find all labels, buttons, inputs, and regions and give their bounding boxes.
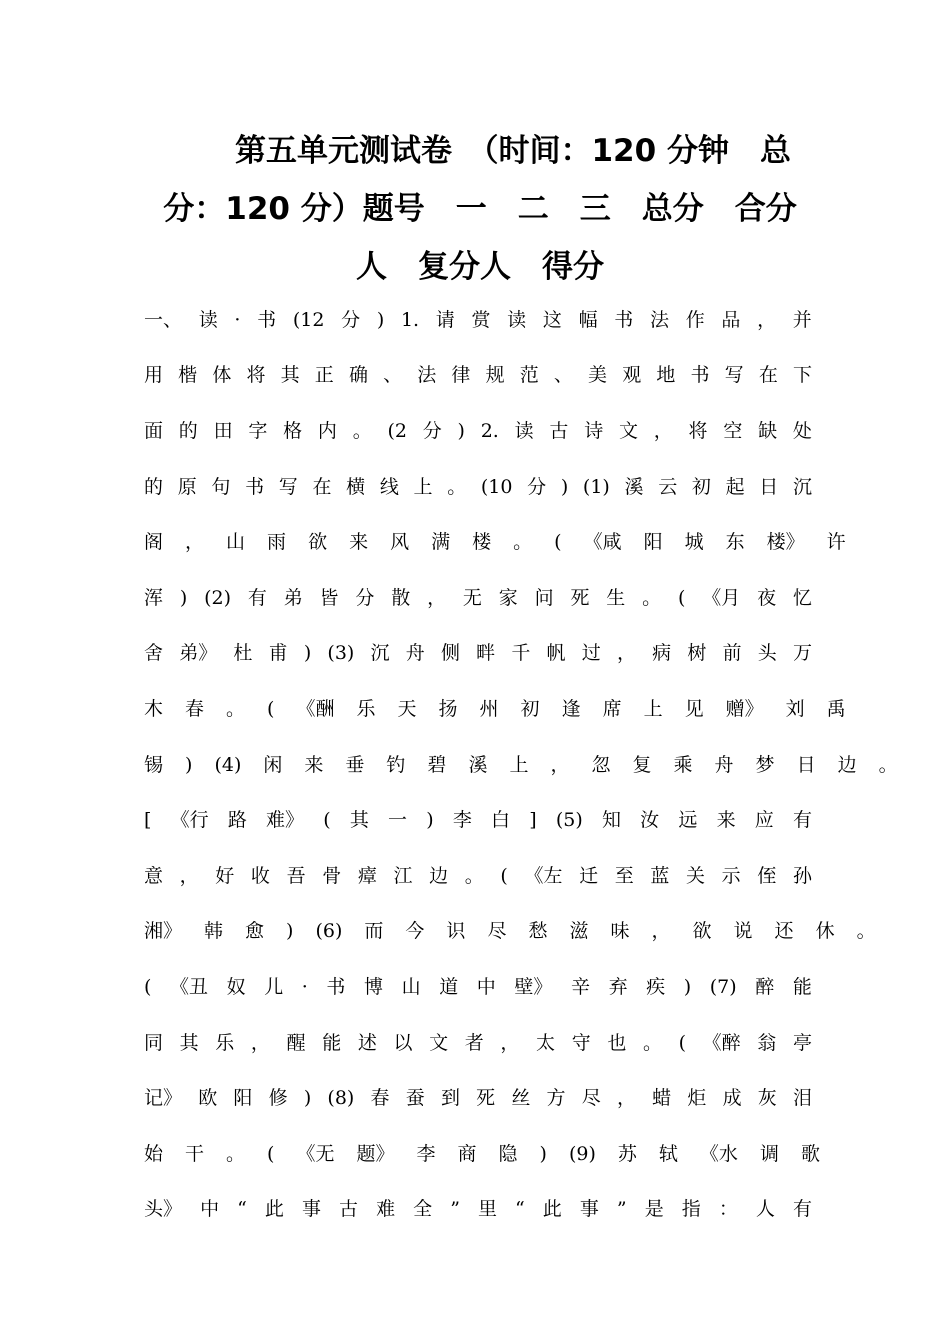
text-line: ( 《丑 奴 儿 · 书 博 山 道 中 壁》 辛 弃 疾 ) (7) 醉 能 [144, 975, 812, 998]
text-line: 用 楷 体 将 其 正 确 、 法 律 规 范 、 美 观 地 书 写 在 下 [144, 364, 812, 387]
text-line: 面 的 田 字 格 内 。 (2 分 ) 2. 读 古 诗 文 ， 将 空 缺 处 [144, 419, 812, 442]
text-line: 头》 中 “ 此 事 古 难 全 ” 里 “ 此 事 ” 是 指 ： 人 有 [144, 1198, 812, 1221]
title-line-3: 人 复分人 得分 [356, 249, 604, 285]
text-line: 锡 ) (4) 闲 来 垂 钓 碧 溪 上 ， 忽 复 乘 舟 梦 日 边 。 [144, 753, 898, 776]
text-line: 木 春 。 ( 《酬 乐 天 扬 州 初 逢 席 上 见 赠》 刘 禹 [144, 697, 846, 720]
text-line: 意 ， 好 收 吾 骨 瘴 江 边 。 ( 《左 迁 至 蓝 关 示 侄 孙 [144, 864, 812, 887]
text-line: 阁 ， 山 雨 欲 来 风 满 楼 。 ( 《咸 阳 城 东 楼》 许 [144, 531, 846, 554]
title-line-1: 第五单元测试卷 （时间：120 分钟 总 [234, 133, 791, 169]
title-line-2: 分：120 分）题号 一 二 三 总分 合分 [163, 191, 797, 227]
text-line: 湘》 韩 愈 ) (6) 而 今 识 尽 愁 滋 味 ， 欲 说 还 休 。 [144, 920, 876, 943]
document-body [144, 292, 898, 1237]
text-line: 浑 ) (2) 有 弟 皆 分 散 ， 无 家 问 死 生 。 ( 《月 夜 忆 [144, 586, 812, 609]
text-line: 的 原 句 书 写 在 横 线 上 。 (10 分 ) (1) 溪 云 初 起 日 沉 [144, 475, 812, 498]
text-line: 舍 弟》 杜 甫 ) (3) 沉 舟 侧 畔 千 帆 过 ， 病 树 前 头 万 [144, 642, 812, 665]
text-line: 同 其 乐 ， 醒 能 述 以 文 者 ， 太 守 也 。 ( 《醉 翁 亭 [144, 1031, 812, 1054]
text-line: 一、 读 · 书 (12 分 ) 1. 请 赏 读 这 幅 书 法 作 品 ， 并 [144, 308, 812, 331]
text-line: [ 《行 路 难》 ( 其 一 ) 李 白 ] (5) 知 汝 远 来 应 有 [144, 809, 812, 832]
text-line: 始 干 。 ( 《无 题》 李 商 隐 ) (9) 苏 轼 《水 调 歌 [144, 1142, 820, 1165]
text-line: 记》 欧 阳 修 ) (8) 春 蚕 到 死 丝 方 尽 ， 蜡 炬 成 灰 泪 [144, 1087, 812, 1110]
document-title [140, 122, 820, 296]
